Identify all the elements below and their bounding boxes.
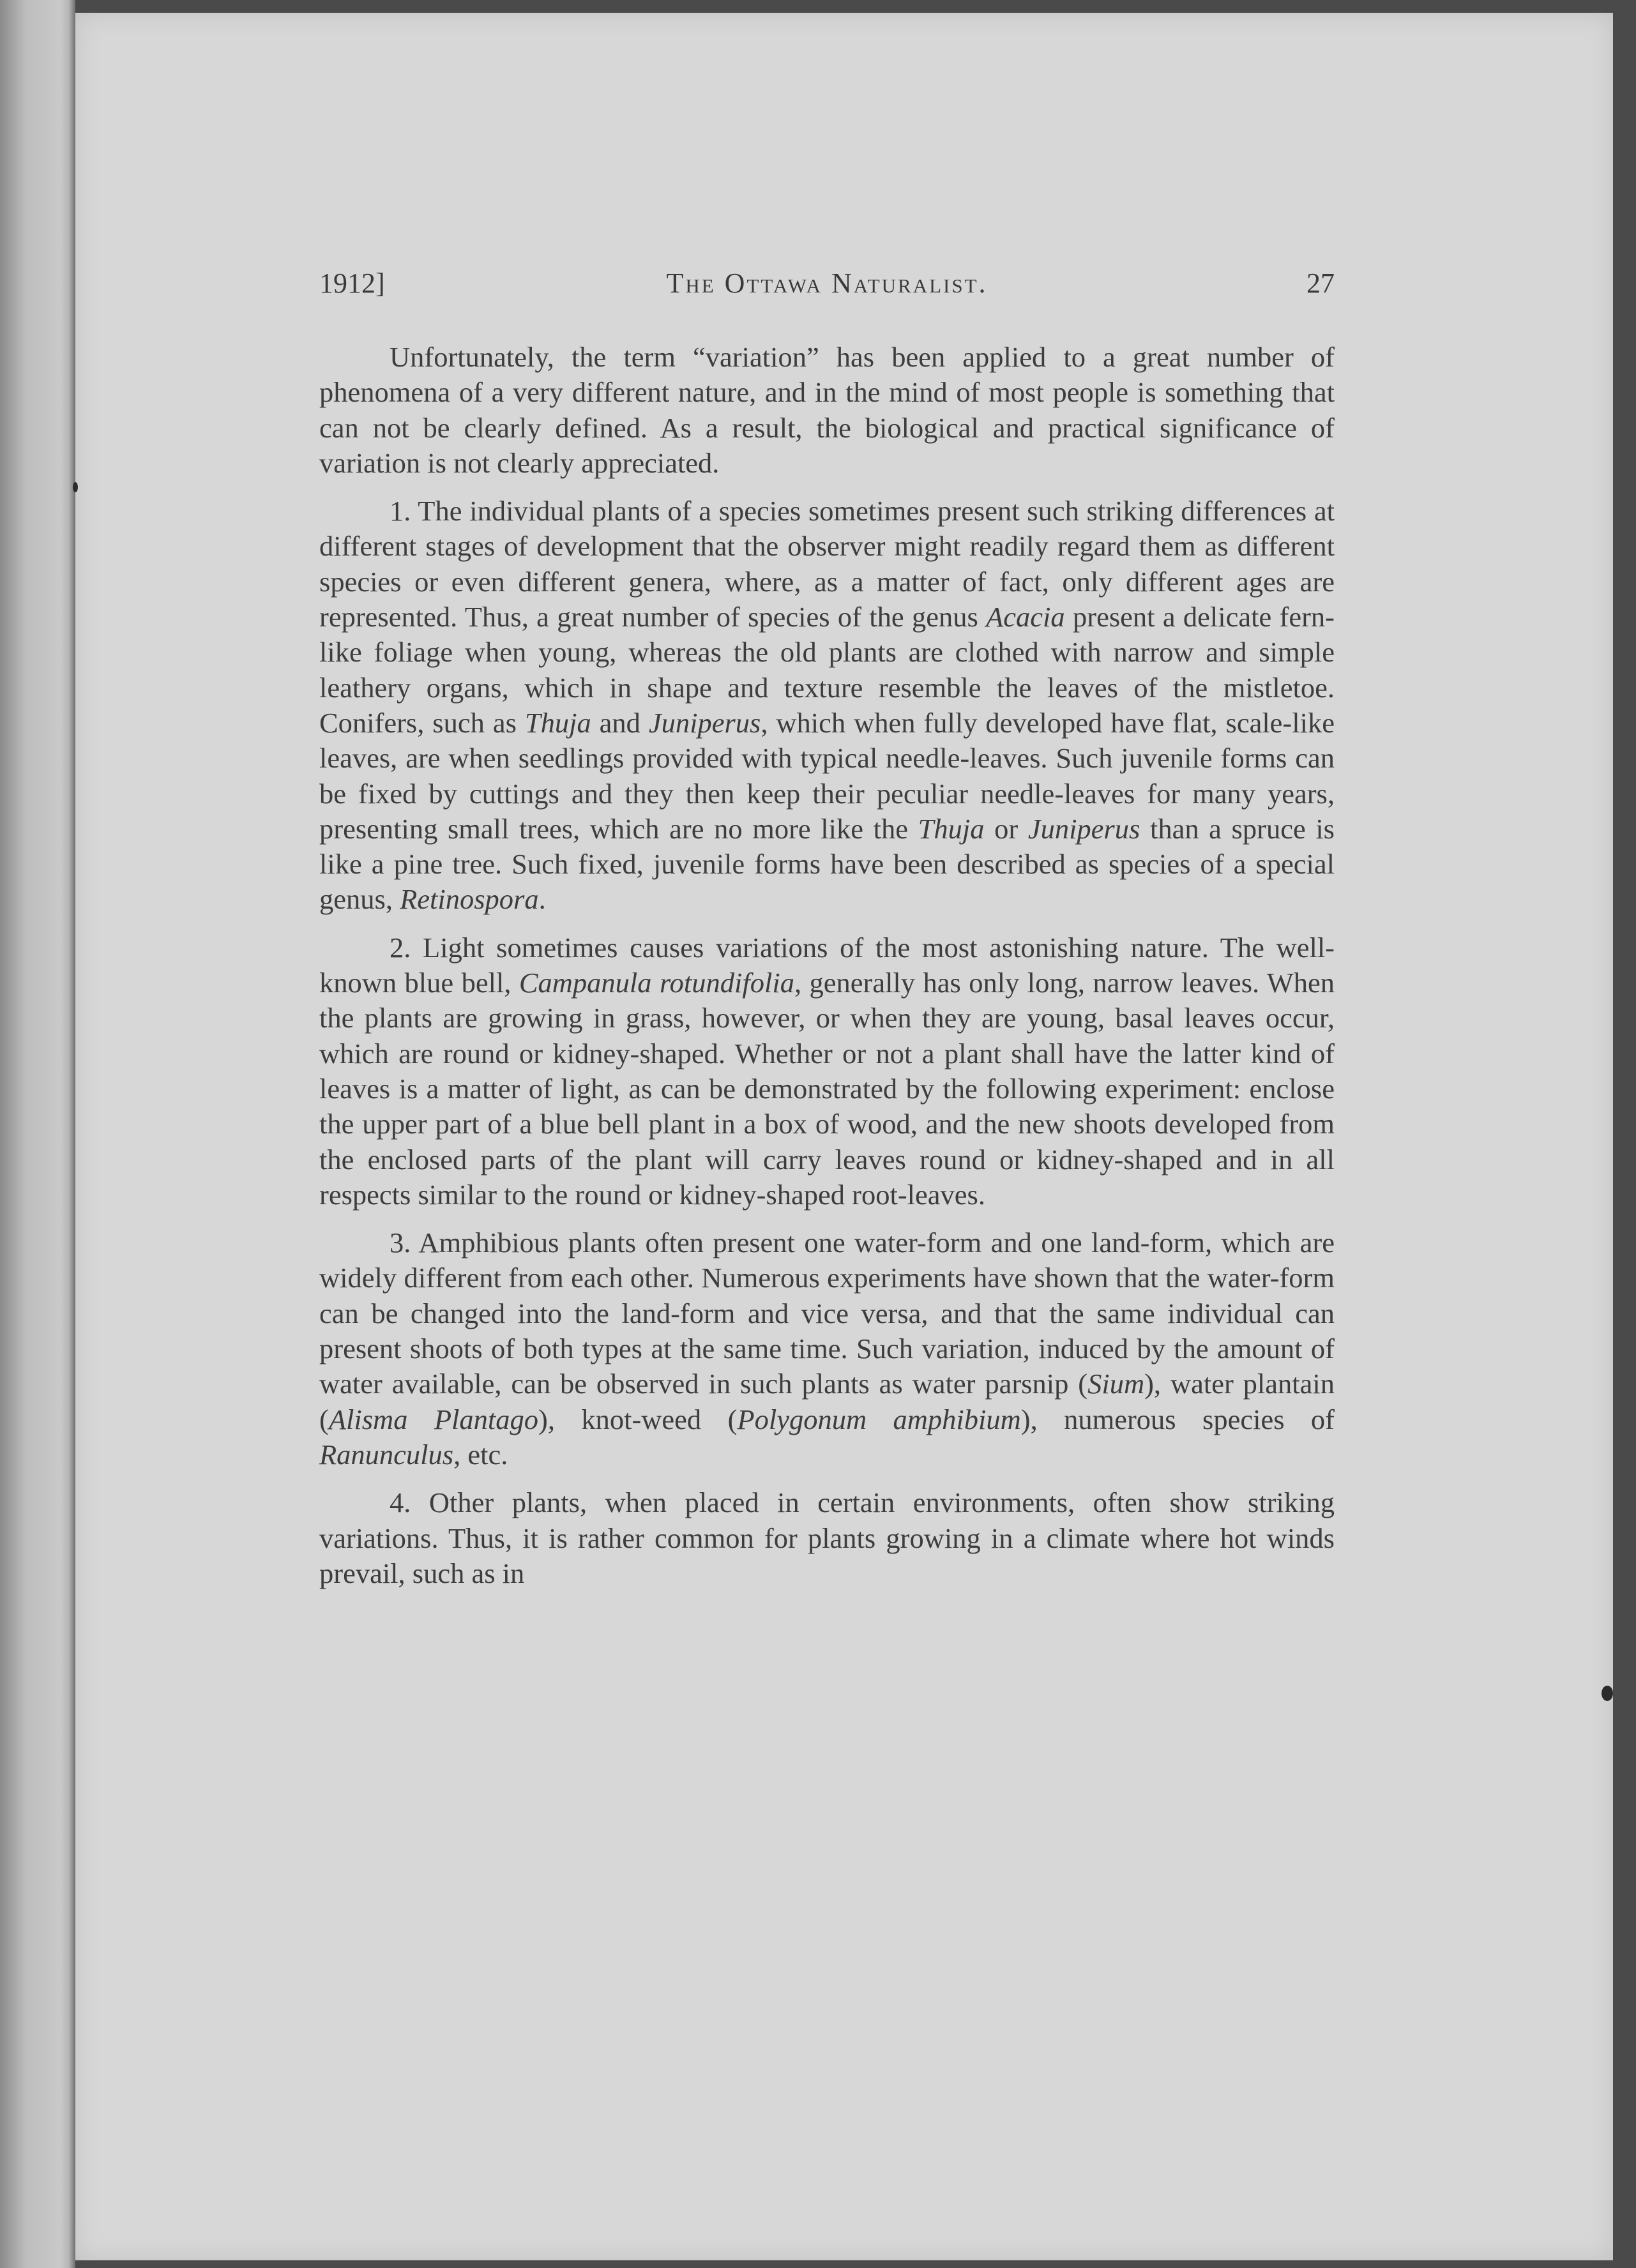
page-number: 27 <box>1307 268 1335 299</box>
paragraph-1 <box>319 494 1335 918</box>
genus-name: Thuja <box>524 706 591 739</box>
text-run: , generally has only long, narrow leaves. When the plants are growing in grass, however, or when they are young, basal leaves occur, which are round or kidney-shaped. Whether or not a plant shall have the latter kind of leaves is a matter of light, as can be demonstrated by the following experiment: enclose the upper part of a blue bell plant in a box of wood, and the new shoots developed from the enclosed parts of the plant will carry leaves round or kidney-shaped and in all respects similar to the round or kidney-shaped root-leaves. <box>319 967 1335 1211</box>
genus-name: Acacia <box>986 601 1065 633</box>
text-run: than a spruce is like a pine tree. Such fixed, juvenile forms have been described as species of a special genus, <box>319 812 1335 916</box>
text-run: , which when fully developed have flat, scale-like leaves, are when seedlings provided with typical needle-leaves. Such juvenile forms can be fixed by cuttings and they then keep their peculiar needle-leaves for many years, presenting small trees, which are no more like the <box>319 706 1335 845</box>
text-run: present a delicate fern-like foliage when young, whereas the old plants are clothed with narrow and simple leathery organs, which in shape and texture resemble the leaves of the mistletoe. Conifers, such as <box>319 601 1335 739</box>
text-run: and <box>591 706 649 739</box>
text-run: 1. The individual plants of a species sometimes present such striking differences at different stages of development that the observer might readily regard them as different species or even different genera, where, as a matter of fact, only different ages are represented. Thus, a great number of species of the genus <box>319 495 1335 633</box>
article-body <box>319 340 1335 1591</box>
text-run: 2. Light sometimes causes variations of the most astonishing nature. The well-known blue bell, <box>319 931 1335 999</box>
paragraph-3 <box>319 1225 1335 1472</box>
text-run: ), numerous species of <box>1020 1403 1335 1435</box>
genus-name: Ranunculus <box>319 1438 454 1470</box>
running-header <box>319 267 1335 312</box>
paragraph-intro: Unfortunately, the term “variation” has been applied to a great number of phenomena of a very different nature, and in the mind of most people is something that can not be clearly defined. As a result, the biological and practical significance of variation is not clearly appreciated. <box>319 341 1335 479</box>
paragraph-2 <box>319 930 1335 1213</box>
species-name: Polygonum amphibium <box>737 1403 1021 1435</box>
scan-speck <box>1602 1686 1613 1701</box>
journal-title: The Ottawa Naturalist. <box>666 268 988 299</box>
genus-name: Thuja <box>918 812 985 845</box>
scan-speck <box>73 482 78 492</box>
genus-name: Retinospora <box>400 883 539 916</box>
paragraph-4: 4. Other plants, when placed in certain environments, often show striking variations. Thus, it is rather common for plants growing in a climate where hot winds prevail, such as in <box>319 1486 1335 1589</box>
text-run: ), knot-weed ( <box>538 1403 738 1435</box>
header-year: 1912] <box>319 268 385 299</box>
genus-name: Juniperus <box>1027 812 1140 845</box>
text-run: 3. Amphibious plants often present one water-form and one land-form, which are widely different from each other. Numerous experiments have shown that the water-form can be changed into the land-form and vice versa, and that the same individual can present shoots of both types at the same time. Such variation, induced by the amount of water available, can be observed in such plants as water parsnip ( <box>319 1227 1335 1400</box>
text-run: or <box>984 812 1028 845</box>
genus-name: Sium <box>1087 1368 1145 1400</box>
facing-page-edge <box>0 0 75 2268</box>
species-name: Campanula rotundifolia <box>519 967 794 999</box>
text-run: ), water plantain ( <box>319 1368 1335 1435</box>
genus-name: Juniperus <box>648 706 761 739</box>
text-run: , etc. <box>453 1438 508 1470</box>
text-run: . <box>538 883 546 916</box>
species-name: Alisma Plantago <box>328 1403 539 1435</box>
